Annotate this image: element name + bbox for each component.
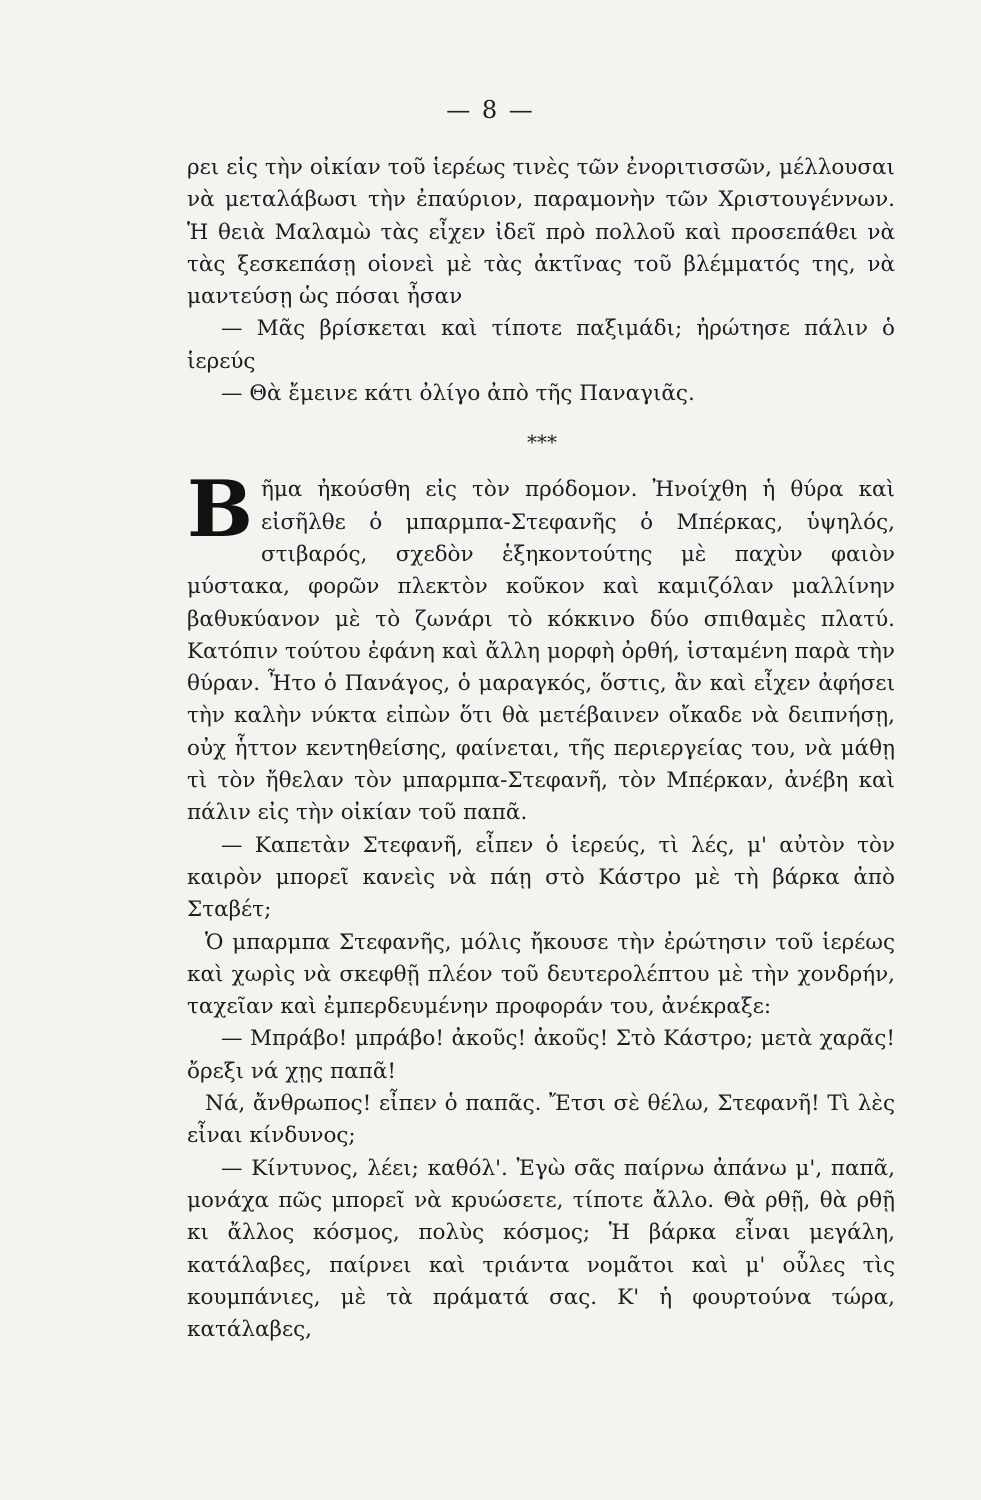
paragraph-with-drop-cap bbox=[187, 464, 895, 829]
drop-cap: Β bbox=[187, 464, 253, 556]
dialogue-line: — Μπράβο! μπράβο! ἀκοῦς! ἀκοῦς! Στὸ Κάστρο; μετὰ χαρᾶς! ὄρεξι νά χῃς παπᾶ! bbox=[187, 1026, 895, 1084]
paragraph-text: ῆμα ἠκούσθη εἰς τὸν πρόδομον. Ἠνοίχθη ἡ θύρα καὶ εἰσῆλθε ὁ μπαρμπα-Στεφανῆς ὁ Μπέρκας, ὑψηλός, στιβαρός, σχεδὸν ἑξηκοντούτης μὲ παχὺν φαιὸν μύστακα, φορῶν πλεκτὸν κοῦκον καὶ καμιζόλαν μαλλίνην βαθυκύανον μὲ τὸ ζωνάρι τὸ κόκκινο δύο σπιθαμὲς πλατύ. Κατόπιν τούτου ἐφάνη καὶ ἄλλη μορφὴ ὀρθή, ἱσταμένη παρὰ τὴν θύραν. Ἦτο ὁ Πανάγος, ὁ μαραγκός, ὅστις, ἂν καὶ εἶχεν ἀφήσει τὴν καλὴν νύκτα εἰπὼν ὅτι θὰ μετέβαινεν οἴκαδε νὰ δειπνήσῃ, οὐχ ἧττον κεντηθείσης, φαίνεται, τῆς περιεργείας του, νὰ μάθῃ τὶ τὸν ἤθελαν τὸν μπαρμπα-Στεφανῆ, τὸν Μπέρκαν, ἀνέβη καὶ πάλιν εἰς τὴν οἰκίαν τοῦ παπᾶ. bbox=[187, 477, 895, 826]
dialogue-line: — Κίντυνος, λέει; καθόλ'. Ἐγὼ σᾶς παίρνω ἀπάνω μ', παπᾶ, μονάχα πῶς μπορεῖ νὰ κρυώσετε, τίποτε ἄλλο. Θὰ ρθῇ, θὰ ρθῇ κι ἄλλος κόσμος, πολὺς κόσμος; Ἡ βάρκα εἶναι μεγάλη, κατάλαβες, παίρνει καὶ τριάντα νομᾶτοι καὶ μ' οὖλες τὶς κουμπάνιες, μὲ τὰ πράματά σας. Κ' ἡ φουρτούνα τώρα, κατάλαβες, bbox=[187, 1155, 895, 1343]
paragraph-continued: ρει εἰς τὴν οἰκίαν τοῦ ἱερέως τινὲς τῶν ἐνοριτισσῶν, μέλλουσαι νὰ μεταλάβωσι τὴν ἐπαύριον, παραμονὴν τῶν Χριστουγέννων. Ἡ θειὰ Μαλαμὼ τὰς εἶχεν ἰδεῖ πρὸ πολλοῦ καὶ προσεπάθει νὰ τὰς ξεσκεπάσῃ οἱονεὶ μὲ τὰς ἀκτῖνας τοῦ βλέμματός της, νὰ μαντεύσῃ ὡς πόσαι ἦσαν bbox=[187, 155, 895, 310]
dialogue-line: — Καπετὰν Στεφανῆ, εἶπεν ὁ ἱερεύς, τὶ λές, μ' αὐτὸν τὸν καιρὸν μπορεῖ κανεὶς νὰ πάῃ στὸ Κάστρο μὲ τὴ βάρκα ἀπὸ Σταβέτ; bbox=[187, 832, 895, 923]
dialogue-line: — Μᾶς βρίσκεται καὶ τίποτε παξιμάδι; ἠρώτησε πάλιν ὁ ἱερεύς bbox=[187, 316, 895, 374]
body-text bbox=[187, 152, 895, 1346]
page-number: — 8 — bbox=[446, 96, 535, 124]
paragraph: Ὁ μπαρμπα Στεφανῆς, μόλις ἤκουσε τὴν ἐρώτησιν τοῦ ἱερέως καὶ χωρὶς νὰ σκεφθῇ πλέον τοῦ δευτερολέπτου μὲ τὴν χονδρήν, ταχεῖαν καὶ ἐμπερδευμένην προφοράν του, ἀνέκραξε: bbox=[187, 929, 895, 1020]
dialogue-line: Νά, ἄνθρωπος! εἶπεν ὁ παπᾶς. Ἔτσι σὲ θέλω, Στεφανῆ! Τὶ λὲς εἶναι κίνδυνος; bbox=[187, 1091, 895, 1149]
dialogue-line: — Θὰ ἔμεινε κάτι ὀλίγο ἀπὸ τῆς Παναγιᾶς. bbox=[221, 381, 695, 407]
section-separator: * * * bbox=[527, 430, 555, 455]
